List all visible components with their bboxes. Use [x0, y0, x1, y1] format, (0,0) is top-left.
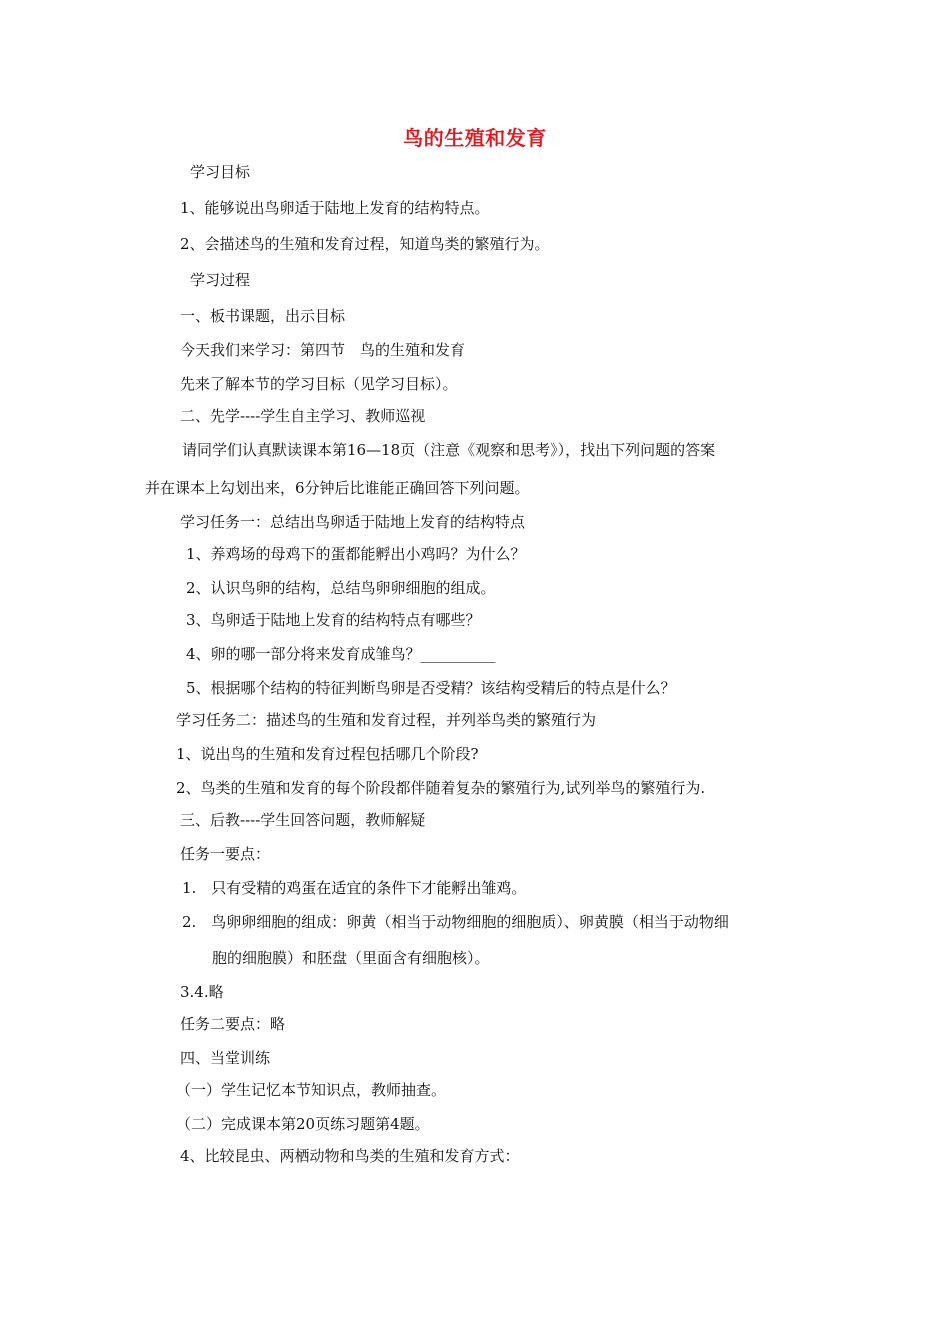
section-4-heading: 四、当堂训练: [180, 1049, 271, 1067]
section-3-heading: 三、后教----学生回答问题，教师解疑: [180, 811, 426, 829]
paragraph-reading-instructions: 请同学们认真默读课本第16—18页（注意《观察和思考》），找出下列问题的答案: [182, 441, 716, 459]
key-point-3-4: 3.4.略: [180, 983, 224, 1001]
task-1-question-3: 3、鸟卵适于陆地上发育的结构特点有哪些？: [186, 611, 481, 629]
task-2-key-points: 任务二要点：略: [180, 1015, 286, 1033]
task-1-heading: 学习任务一：总结出鸟卵适于陆地上发育的结构特点: [180, 513, 526, 531]
task-1-question-2: 2、认识鸟卵的结构，总结鸟卵卵细胞的组成。: [186, 579, 496, 597]
heading-learning-process: 学习过程: [190, 271, 251, 289]
paragraph-reading-instructions-cont: 并在课本上勾划出来，6分钟后比谁能正确回答下列问题。: [145, 479, 530, 497]
key-point-1: 1. 只有受精的鸡蛋在适宜的条件下才能孵出雏鸡。: [182, 879, 527, 897]
goal-2: 2、会描述鸟的生殖和发育过程，知道鸟类的繁殖行为。: [180, 235, 550, 253]
task-1-question-5: 5、根据哪个结构的特征判断鸟卵是否受精？该结构受精后的特点是什么？: [186, 679, 676, 697]
exercise-2: （二）完成课本第20页练习题第4题。: [176, 1115, 430, 1133]
section-1-heading: 一、板书课题，出示目标: [180, 307, 346, 325]
heading-learning-goals: 学习目标: [190, 163, 251, 181]
task-1-key-points-heading: 任务一要点：: [180, 845, 271, 863]
paragraph-goals-intro: 先来了解本节的学习目标（见学习目标）。: [180, 375, 458, 393]
task-1-question-1: 1、养鸡场的母鸡下的蛋都能孵出小鸡吗？为什么？: [186, 545, 526, 563]
task-2-question-1: 1、说出鸟的生殖和发育过程包括哪几个阶段?: [176, 745, 479, 763]
key-point-2: 2. 鸟卵卵细胞的组成：卵黄（相当于动物细胞的细胞质）、卵黄膜（相当于动物细: [182, 913, 729, 931]
task-2-question-2: 2、鸟类的生殖和发育的每个阶段都伴随着复杂的繁殖行为,试列举鸟的繁殖行为.: [176, 779, 706, 797]
paragraph-today: 今天我们来学习：第四节 鸟的生殖和发育: [180, 341, 466, 359]
goal-1: 1、能够说出鸟卵适于陆地上发育的结构特点。: [180, 199, 490, 217]
exercise-4: 4、比较昆虫、两栖动物和鸟类的生殖和发育方式：: [180, 1147, 520, 1165]
task-2-heading: 学习任务二：描述鸟的生殖和发育过程，并列举鸟类的繁殖行为: [176, 711, 597, 729]
exercise-1: （一）学生记忆本节知识点，教师抽查。: [176, 1081, 447, 1099]
key-point-2-cont: 胞的细胞膜）和胚盘（里面含有细胞核）。: [212, 949, 490, 967]
task-1-question-4: 4、卵的哪一部分将来发育成雏鸟？__________: [186, 645, 496, 663]
document-title: 鸟的生殖和发育: [403, 126, 547, 150]
section-2-heading: 二、先学----学生自主学习、教师巡视: [180, 407, 426, 425]
